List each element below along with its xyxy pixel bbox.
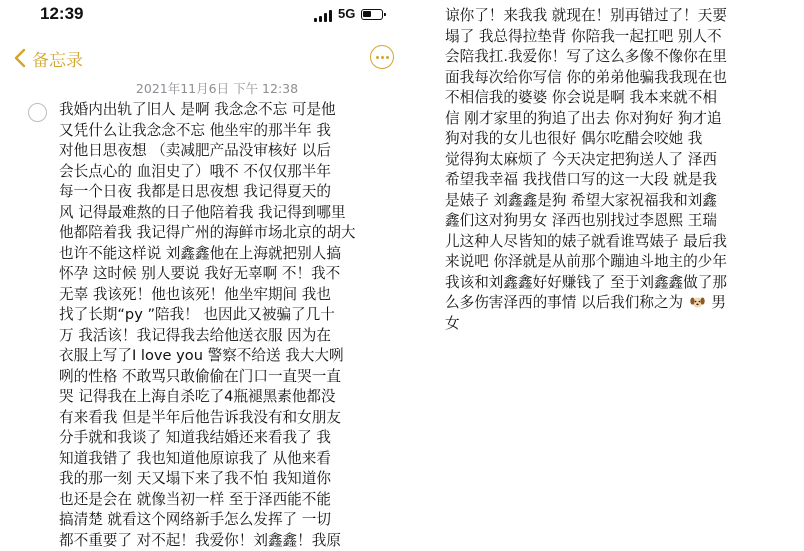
note-line: 也许不能这样说 刘鑫鑫他在上海就把别人搞 [59, 244, 431, 265]
note-line: 怀孕 这时候 别人要说 我好无辜啊 不！我不 [59, 264, 431, 285]
note-line: 觉得狗太麻烦了 今天决定把狗送人了 泽西 [445, 150, 801, 171]
note-line-text: 么多伤害泽西的事情 以后我们称之为 [445, 294, 683, 311]
note-line: 我婚内出轨了旧人 是啊 我念念不忘 可是他 [59, 100, 431, 121]
right-screenshot [437, 0, 804, 537]
back-button[interactable] [10, 46, 83, 70]
note-line [445, 314, 801, 335]
note-body-right[interactable] [445, 6, 801, 293]
note-line: 鑫们这对狗男女 泽西也别找过李恩熙 王瑞 [445, 211, 801, 232]
note-line: 无辜 我该死！他也该死！他坐牢期间 我也 [59, 285, 431, 306]
note-line: 分手就和我谈了 知道我结婚还来看我了 我 [59, 428, 431, 449]
note-line: 狗对我的女儿也很好 偶尔吃醋会咬她 我 [445, 129, 801, 150]
note-date: 2021年11月6日 下午 12:38 [0, 79, 434, 97]
note-line-text: 女 [445, 315, 460, 332]
note-line [445, 293, 801, 314]
note-line: 希望我幸福 我找借口写的这一大段 就是我 [445, 170, 801, 191]
note-line: 我该和刘鑫鑫好好赚钱了 至于刘鑫鑫做了那 [445, 273, 801, 294]
chevron-left-icon [10, 47, 32, 69]
note-line: 塌了 我总得拉垫背 你陪我一起扛吧 别人不 [445, 27, 801, 48]
note-line: 万 我活该！我记得我去给他送衣服 因为在 [59, 326, 431, 347]
ellipsis-circle-icon [376, 56, 379, 59]
note-line: 对他日思夜想 （卖减肥产品没审核好 以后 [59, 141, 431, 162]
note-line: 也还是会在 就像当初一样 至于泽西能不能 [59, 490, 431, 511]
note-line-text: 男 [711, 294, 726, 311]
note-line: 都不重要了 对不起！我爱你！刘鑫鑫！我原 [59, 531, 431, 551]
note-line: 是婊子 刘鑫鑫是狗 希望大家祝福我和刘鑫 [445, 191, 801, 212]
note-line: 找了长期“py ”陪我！ 也因此又被骗了几十 [59, 305, 431, 326]
signal-bars-icon [314, 10, 334, 22]
note-line: 信 刚才家里的狗追了出去 你对狗好 狗才追 [445, 109, 801, 130]
note-line: 会长点心的 血泪史了）哦不 不仅仅那半年 [59, 162, 431, 183]
note-body-left[interactable] [59, 100, 431, 551]
note-line: 哭 记得我在上海自杀吃了4瓶褪黑素他都没 [59, 387, 431, 408]
status-time: 12:39 [40, 4, 83, 24]
note-line: 会陪我扛.我爱你！写了这么多像不像你在里 [445, 47, 801, 68]
note-line: 儿这种人尽皆知的婊子就看谁骂婊子 最后我 [445, 232, 801, 253]
note-body-right-tail [445, 293, 801, 334]
note-line: 咧的性格 不敢骂只敢偷偷在门口一直哭一直 [59, 367, 431, 388]
note-line: 来说吧 你泽就是从前那个蹦迪斗地主的少年 [445, 252, 801, 273]
checklist-checkbox[interactable] [28, 103, 47, 122]
note-line: 知道我错了 我也知道他原谅我了 从他来看 [59, 449, 431, 470]
note-line: 风 记得最难熬的日子他陪着我 我记得到哪里 [59, 203, 431, 224]
nav-bar [0, 40, 434, 76]
back-label: 备忘录 [32, 46, 83, 71]
note-line: 他都陪着我 我记得广州的海鲜市场北京的胡大 [59, 223, 431, 244]
note-line: 衣服上写了I love you 警察不给送 我大大咧 [59, 346, 431, 367]
note-line: 每一个日夜 我都是日思夜想 我记得夏天的 [59, 182, 431, 203]
status-bar [0, 0, 434, 30]
note-line: 我的那一刻 天又塌下来了我不怕 我知道你 [59, 469, 431, 490]
note-line: 搞清楚 就看这个网络新手怎么发挥了 一切 [59, 510, 431, 531]
note-line: 谅你了！来我我 就现在！别再错过了！天要 [445, 6, 801, 27]
note-line: 有来看我 但是半年后他告诉我没有和女朋友 [59, 408, 431, 429]
note-line: 面我每次给你写信 你的弟弟他骗我我现在也 [445, 68, 801, 89]
more-options-button[interactable] [370, 45, 394, 69]
battery-icon [361, 9, 383, 20]
note-line: 又凭什么让我念念不忘 他坐牢的那半年 我 [59, 121, 431, 142]
note-line: 不相信我的婆婆 你会说是啊 我本来就不相 [445, 88, 801, 109]
network-type: 5G [338, 6, 355, 21]
dog-face-icon [690, 295, 705, 309]
